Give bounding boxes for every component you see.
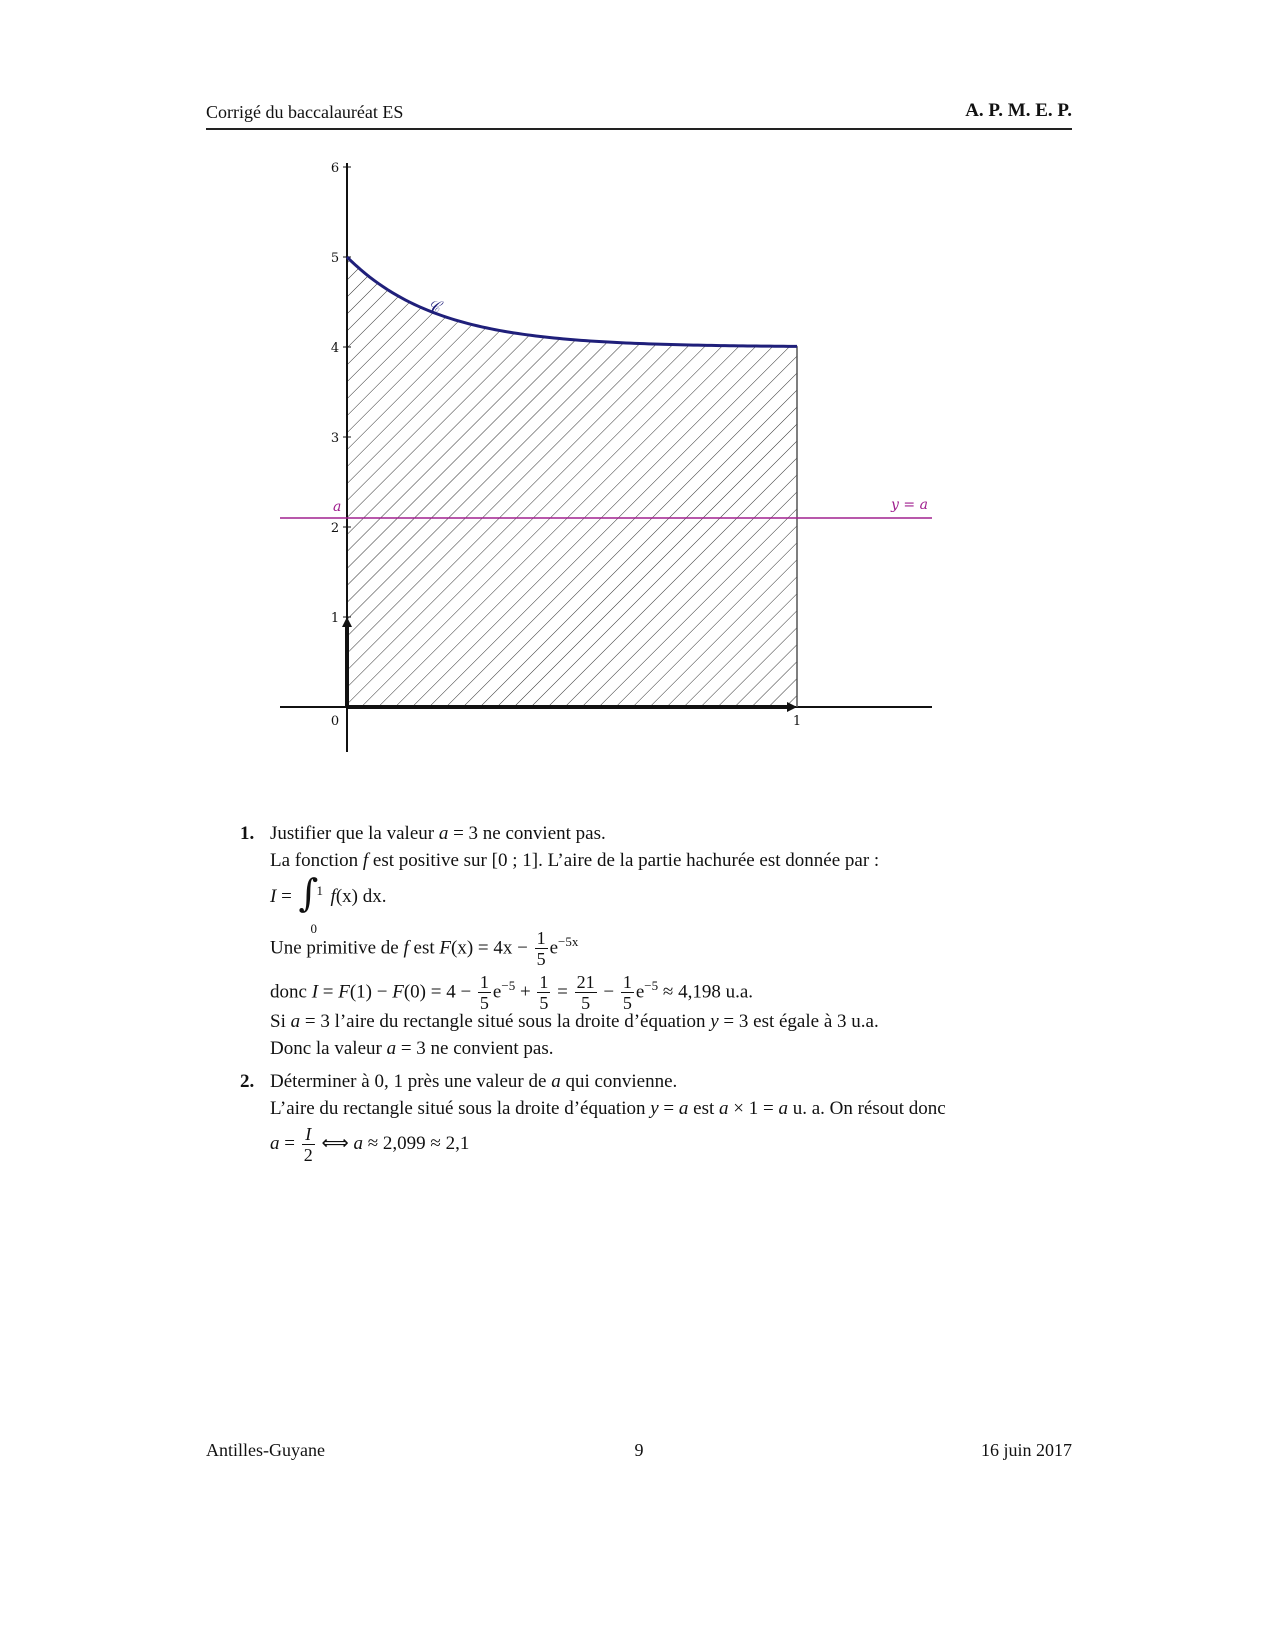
- primitive-line: [270, 920, 1072, 970]
- question-number: 2.: [240, 1071, 255, 1092]
- y-tick-label: 1: [330, 611, 340, 626]
- x-tick-label: 1: [792, 714, 802, 729]
- fraction: [302, 1124, 315, 1165]
- answer-line: [270, 847, 1072, 874]
- text: e: [549, 937, 559, 959]
- text: = 3 l’aire du rectangle situé sous la droite d’équation: [300, 1011, 711, 1032]
- y-tick-label: 2: [330, 521, 340, 536]
- text: −: [598, 981, 619, 1003]
- numerator: 21: [576, 972, 595, 993]
- text: La fonction: [270, 850, 363, 871]
- math-var: a: [778, 1098, 788, 1119]
- math-var: I: [311, 981, 319, 1003]
- math-var: y: [650, 1098, 659, 1119]
- math-var: a: [270, 1133, 280, 1154]
- answer-line: [270, 1095, 1072, 1122]
- numerator: I: [302, 1124, 315, 1145]
- math-var: F: [338, 981, 350, 1003]
- y-tick-label: 6: [330, 161, 340, 176]
- question-2: [240, 1068, 1072, 1166]
- denominator: 5: [536, 949, 546, 970]
- integral-sign: [297, 870, 331, 936]
- function-graph: [280, 160, 940, 760]
- numerator: 1: [622, 972, 632, 993]
- denominator: 5: [581, 993, 591, 1014]
- header-publisher: A. P. M. E. P.: [965, 100, 1072, 121]
- page-number: 9: [634, 1440, 644, 1460]
- numerator: 1: [536, 928, 546, 949]
- text: ≈ 2,099 ≈ 2,1: [362, 1133, 470, 1154]
- text: (x) dx.: [335, 886, 387, 907]
- text: est: [688, 1098, 719, 1119]
- denominator: 5: [622, 993, 632, 1014]
- upper-bound: 1: [316, 882, 324, 898]
- text: =: [276, 886, 297, 907]
- hline-label-right: y = a: [891, 497, 928, 513]
- question-1: [240, 820, 1072, 1062]
- text: e: [492, 981, 502, 1003]
- text: × 1 =: [728, 1098, 779, 1119]
- math-var: a: [353, 1133, 363, 1154]
- footer-date: 16 juin 2017: [980, 1440, 1072, 1460]
- hatched-area: [347, 257, 797, 707]
- y-tick-label: 5: [330, 251, 340, 266]
- text: =: [552, 981, 573, 1003]
- hline-label-left: a: [333, 499, 342, 515]
- text: (x) = 4x −: [451, 937, 533, 959]
- text: +: [515, 981, 536, 1003]
- math-var: a: [386, 1038, 397, 1059]
- math-var: a: [290, 1011, 301, 1032]
- denominator: 5: [539, 993, 549, 1014]
- integral-line: [270, 870, 1072, 936]
- exponent: −5: [644, 978, 659, 993]
- math-var: y: [710, 1011, 719, 1032]
- header-title: Corrigé du baccalauréat ES: [206, 102, 404, 122]
- text: = 3 ne convient pas.: [448, 823, 606, 844]
- math-var: a: [719, 1098, 729, 1119]
- text: est positive sur [0 ; 1]. L’aire de la partie hachurée est donnée par :: [368, 850, 880, 871]
- answer-line: [270, 1035, 1072, 1062]
- text: qui convienne.: [560, 1071, 678, 1092]
- text: = 3 ne convient pas.: [396, 1038, 554, 1059]
- text: (1) −: [349, 981, 393, 1003]
- x-tick-label: 0: [330, 714, 340, 729]
- math-var: a: [438, 823, 449, 844]
- computation-line: [270, 964, 1072, 1014]
- text: e: [635, 981, 645, 1003]
- text: =: [279, 1133, 300, 1154]
- text: Une primitive de: [270, 937, 404, 959]
- exponent: −5: [501, 978, 516, 993]
- math-var: a: [678, 1098, 689, 1119]
- text: =: [318, 981, 339, 1003]
- math-var: F: [392, 981, 404, 1003]
- page-header: [206, 100, 1072, 130]
- y-tick-label: 4: [330, 341, 340, 356]
- math-var: f: [330, 886, 336, 907]
- math-var: f: [403, 937, 409, 959]
- solution-text: [240, 820, 1072, 1166]
- y-tick-label: 3: [330, 431, 340, 446]
- math-var: F: [439, 937, 451, 959]
- text: =: [658, 1098, 679, 1119]
- text: u. a. On résout donc: [787, 1098, 946, 1119]
- text: ⟺: [316, 1133, 354, 1154]
- question-title: [270, 1068, 1072, 1095]
- text: Justifier que la valeur: [270, 823, 439, 844]
- numerator: 1: [539, 972, 549, 993]
- equation-line: [270, 1122, 1072, 1166]
- denominator: 5: [479, 993, 489, 1014]
- text: est: [408, 937, 440, 959]
- numerator: 1: [479, 972, 489, 993]
- text: Donc la valeur: [270, 1038, 387, 1059]
- text: = 3 est égale à 3 u.a.: [718, 1011, 879, 1032]
- exponent: −5x: [558, 934, 579, 949]
- question-title: [270, 820, 1072, 847]
- text: donc: [270, 981, 312, 1003]
- question-number: 1.: [240, 823, 255, 844]
- curve-label: 𝒞: [428, 297, 440, 317]
- text: Déterminer à 0, 1 près une valeur de: [270, 1071, 552, 1092]
- integral-symbol: ∫: [298, 870, 319, 915]
- lower-bound: 0: [310, 920, 318, 936]
- math-var: I: [270, 886, 277, 907]
- math-var: a: [551, 1071, 561, 1092]
- math-var: f: [362, 850, 369, 871]
- text: ≈ 4,198 u.a.: [658, 981, 754, 1003]
- text: (0) = 4 −: [403, 981, 476, 1003]
- answer-line: [270, 1008, 1072, 1035]
- text: Si: [270, 1011, 291, 1032]
- denominator: 2: [303, 1145, 313, 1166]
- text: L’aire du rectangle situé sous la droite d’équation: [270, 1098, 651, 1119]
- footer-location: Antilles-Guyane: [206, 1440, 325, 1460]
